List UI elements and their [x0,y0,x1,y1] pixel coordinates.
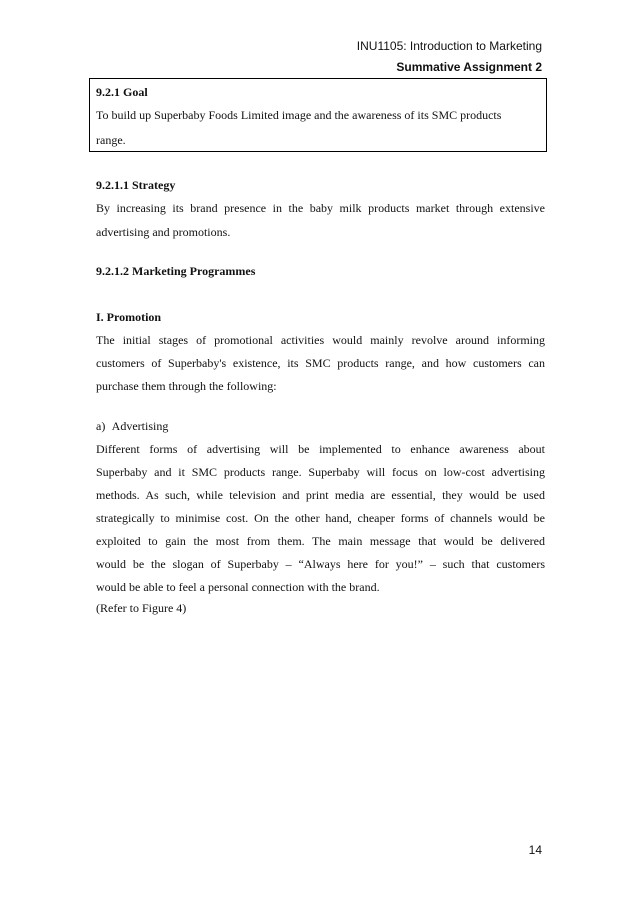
advertising-text-line-7: would be able to feel a personal connection with the brand. [96,580,380,594]
page-number: 14 [528,843,542,857]
advertising-text-line-1: Different forms of advertising will be implemented to enhance awareness about [96,442,545,456]
advertising-text-line-5: exploited to gain the most from them. The main message that would be delivered [96,534,545,548]
header-course-title: INU1105: Introduction to Marketing [356,39,542,53]
advertising-text-line-4: strategically to minimise cost. On the other hand, cheaper forms of channels would be [96,511,545,525]
promotion-text-line-2: customers of Superbaby's existence, its SMC products range, and how customers can [96,356,545,370]
goal-text-line-2: range. [96,133,126,147]
goal-text-line-1: To build up Superbaby Foods Limited image and the awareness of its SMC products [96,108,502,122]
advertising-heading: a) Advertising [96,419,169,433]
strategy-text-line-1: By increasing its brand presence in the baby milk products market through extensive [96,201,545,215]
strategy-text-line-2: advertising and promotions. [96,225,231,239]
goal-heading: 9.2.1 Goal [96,85,148,99]
advertising-text-line-6: would be the slogan of Superbaby – “Always here for you!” – such that customers [96,557,545,571]
advertising-text-line-2: Superbaby and it SMC products range. Superbaby will focus on low-cost advertising [96,465,545,479]
promotion-heading: I. Promotion [96,310,162,324]
programmes-heading: 9.2.1.2 Marketing Programmes [96,264,256,278]
figure-reference: (Refer to Figure 4) [96,601,187,615]
promotion-text-line-1: The initial stages of promotional activities would mainly revolve around informing [96,333,545,347]
advertising-text-line-3: methods. As such, while television and print media are essential, they would be used [96,488,545,502]
strategy-heading: 9.2.1.1 Strategy [96,178,176,192]
header-assignment-title: Summative Assignment 2 [396,60,542,74]
promotion-text-line-3: purchase them through the following: [96,379,277,393]
